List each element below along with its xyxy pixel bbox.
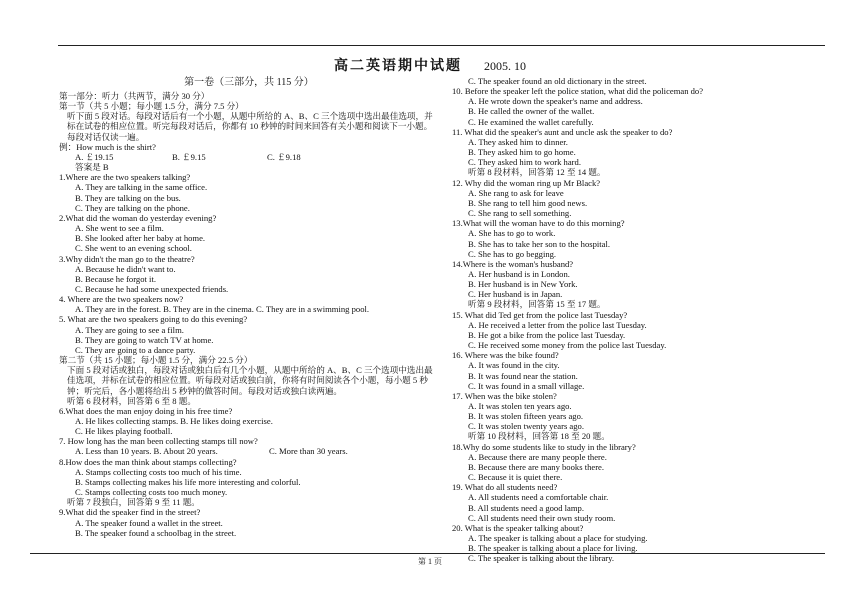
option: B. They are going to watch TV at home. bbox=[75, 334, 214, 345]
option: C. She rang to sell something. bbox=[468, 208, 572, 219]
question: 1.Where are the two speakers talking? bbox=[59, 172, 191, 183]
option: A. She went to see a film. bbox=[75, 223, 164, 234]
option: A. She has to go to work. bbox=[468, 228, 556, 239]
footer-rule bbox=[30, 553, 825, 554]
option: A. The speaker is talking about a place for studying. bbox=[468, 533, 648, 544]
option: A. Because there are many people there. bbox=[468, 451, 607, 462]
material-note: 听第 6 段材料，回答第 6 至 8 题。 bbox=[67, 395, 196, 406]
option: C. They are talking on the phone. bbox=[75, 202, 190, 213]
question: 11. What did the speaker's aunt and uncle ask the speaker to do? bbox=[452, 126, 673, 137]
question: 3.Why didn't the man go to the theatre? bbox=[59, 253, 195, 264]
section-instructions: 听下面 5 段对话。每段对话后有一个小题，从题中所给的 A、B、C 三个选项中选出最佳选项，并标在试卷的相应位置。听完每段对话后，你都有 10 秒钟的时间来回答有关小题和阅读下一小题。每段对话仅读一遍。 bbox=[67, 111, 433, 142]
option: B. They asked him to go home. bbox=[468, 147, 576, 158]
option: B. She looked after her baby at home. bbox=[75, 233, 206, 244]
question: 4. Where are the two speakers now? bbox=[59, 294, 184, 305]
option: C. All students need their own study room. bbox=[468, 512, 616, 523]
option: A. They are in the forest. B. They are in the cinema. C. They are in a swimming pool. bbox=[75, 304, 370, 315]
question: 13.What will the woman have to do this morning? bbox=[452, 218, 625, 229]
right-column bbox=[452, 76, 832, 564]
option: A. They are going to see a film. bbox=[75, 324, 184, 335]
option: A. He wrote down the speaker's name and address. bbox=[468, 96, 643, 107]
option: A. He received a letter from the police last Tuesday. bbox=[468, 319, 647, 330]
volume-title: 第一卷（三部分，共 115 分） bbox=[184, 77, 314, 88]
option: B. It was stolen fifteen years ago. bbox=[468, 411, 584, 422]
option: B. Because he forgot it. bbox=[75, 273, 156, 284]
example-question: 例：How much is the shirt? bbox=[59, 141, 156, 152]
option: B. Stamps collecting makes his life more interesting and colorful. bbox=[75, 476, 301, 487]
option: C. She has to go begging. bbox=[468, 248, 557, 259]
material-note: 听第 9 段材料，回答第 15 至 17 题。 bbox=[468, 299, 606, 310]
question: 17. When was the bike stolen? bbox=[452, 390, 557, 401]
section-heading: 第二节（共 15 小题；每小题 1.5 分，满分 22.5 分） bbox=[59, 355, 253, 366]
option: C. Her husband is in Japan. bbox=[468, 289, 563, 300]
part-heading: 第一部分：听力（共两节，满分 30 分） bbox=[59, 91, 210, 101]
option: B. Because there are many books there. bbox=[468, 461, 605, 472]
option: C. He examined the wallet carefully. bbox=[468, 116, 594, 127]
option: B. It was found near the station. bbox=[468, 370, 578, 381]
option: C. They asked him to work hard. bbox=[468, 157, 581, 168]
option: A. All students need a comfortable chair. bbox=[468, 492, 609, 503]
page-number: 第 1 页 bbox=[418, 557, 442, 566]
question: 20. What is the speaker talking about? bbox=[452, 522, 584, 533]
option: C. It was found in a small village. bbox=[468, 380, 585, 391]
option: A. It was stolen ten years ago. bbox=[468, 401, 572, 411]
header-rule bbox=[58, 45, 825, 46]
option: C. Stamps collecting costs too much money. bbox=[75, 487, 228, 498]
question: 6.What does the man enjoy doing in his free time? bbox=[59, 405, 233, 416]
option: C. They are going to a dance party. bbox=[75, 344, 196, 355]
option: B. All students need a good lamp. bbox=[468, 502, 585, 513]
material-note: 听第 7 段独白，回答第 9 至 11 题。 bbox=[67, 497, 200, 508]
option: C. Because it is quiet there. bbox=[468, 472, 563, 483]
option: A. It was found in the city. bbox=[468, 360, 560, 371]
question: 10. Before the speaker left the police station, what did the policeman do? bbox=[452, 86, 704, 97]
question: 19. What do all students need? bbox=[452, 482, 558, 493]
exam-date: 2005. 10 bbox=[484, 59, 526, 73]
option: C. He received some money from the police last Tuesday. bbox=[468, 340, 667, 351]
example-options bbox=[59, 152, 439, 162]
question: 14.Where is the woman's husband? bbox=[452, 258, 574, 269]
option: B. Her husband is in New York. bbox=[468, 279, 578, 290]
option: A. The speaker found a wallet in the street. bbox=[75, 517, 223, 528]
option: A. They are talking in the same office. bbox=[75, 182, 208, 193]
section-heading: 第一节（共 5 小题；每小题 1.5 分，满分 7.5 分） bbox=[59, 101, 244, 112]
exam-title: 高二英语期中试题 bbox=[334, 59, 462, 74]
question: 18.Why do some students like to study in the library? bbox=[452, 441, 636, 452]
option: C. It was stolen twenty years ago. bbox=[468, 421, 584, 432]
section-instructions: 下面 5 段对话或独白，每段对话或独白后有几个小题，从题中所给的 A、B、C 三个选项中选出最佳选项，并标在试卷的相应位置。听每段对话或独白前，你将有时间阅读各个小题，每小题 5 秒钟；听完后，各小题将给出 5 秒钟的做答时间。每段对话或独白读两遍。 bbox=[67, 365, 433, 396]
question: 5. What are the two speakers going to do this evening? bbox=[59, 314, 248, 325]
left-column bbox=[59, 76, 439, 538]
option: A. They asked him to dinner. bbox=[468, 136, 568, 147]
option: C. The speaker found an old dictionary in the street. bbox=[468, 76, 647, 86]
material-note: 听第 10 段材料，回答第 18 至 20 题。 bbox=[468, 431, 610, 442]
question: 2.What did the woman do yesterday evening? bbox=[59, 212, 217, 223]
option: B. She has to take her son to the hospital. bbox=[468, 238, 611, 249]
option: B. The speaker found a schoolbag in the street. bbox=[75, 527, 237, 538]
option: A. Her husband is in London. bbox=[468, 268, 570, 279]
page-title-row bbox=[0, 55, 860, 75]
question: 8.How does the man think about stamps collecting? bbox=[59, 456, 237, 467]
option: A. Because he didn't want to. bbox=[75, 263, 176, 274]
example-option-b: B. ￡9.15 bbox=[172, 151, 206, 162]
question: 16. Where was the bike found? bbox=[452, 350, 559, 361]
material-note: 听第 8 段材料，回答第 12 至 14 题。 bbox=[468, 167, 606, 178]
option: B. The speaker is talking about a place for living. bbox=[468, 543, 638, 554]
option: A. He likes collecting stamps. B. He likes doing exercise. bbox=[75, 416, 273, 426]
question: 7. How long has the man been collecting stamps till now? bbox=[59, 436, 258, 447]
option: A. Stamps collecting costs too much of his time. bbox=[75, 466, 242, 477]
example-option-a: A. ￡19.15 bbox=[75, 151, 114, 162]
question: 12. Why did the woman ring up Mr Black? bbox=[452, 177, 601, 188]
example-option-c: C. ￡9.18 bbox=[267, 151, 301, 162]
example-answer: 答案是 B bbox=[75, 162, 109, 173]
option: B. She rang to tell him good news. bbox=[468, 197, 588, 208]
option: C. Because he had some unexpected friends. bbox=[75, 283, 229, 294]
option: C. She went to an evening school. bbox=[75, 243, 192, 254]
option-row bbox=[59, 446, 439, 456]
option: C. He likes playing football. bbox=[75, 426, 173, 437]
question: 9.What did the speaker find in the street? bbox=[59, 507, 201, 518]
option: C. The speaker is talking about the library. bbox=[468, 553, 615, 564]
option: A. She rang to ask for leave bbox=[468, 187, 564, 198]
option: A. Less than 10 years. B. About 20 years. bbox=[75, 446, 218, 457]
option: C. More than 30 years. bbox=[269, 446, 348, 457]
option: B. He got a bike from the police last Tuesday. bbox=[468, 329, 626, 340]
option: B. He called the owner of the wallet. bbox=[468, 106, 595, 117]
question: 15. What did Ted get from the police last Tuesday? bbox=[452, 309, 628, 320]
option: B. They are talking on the bus. bbox=[75, 192, 181, 203]
